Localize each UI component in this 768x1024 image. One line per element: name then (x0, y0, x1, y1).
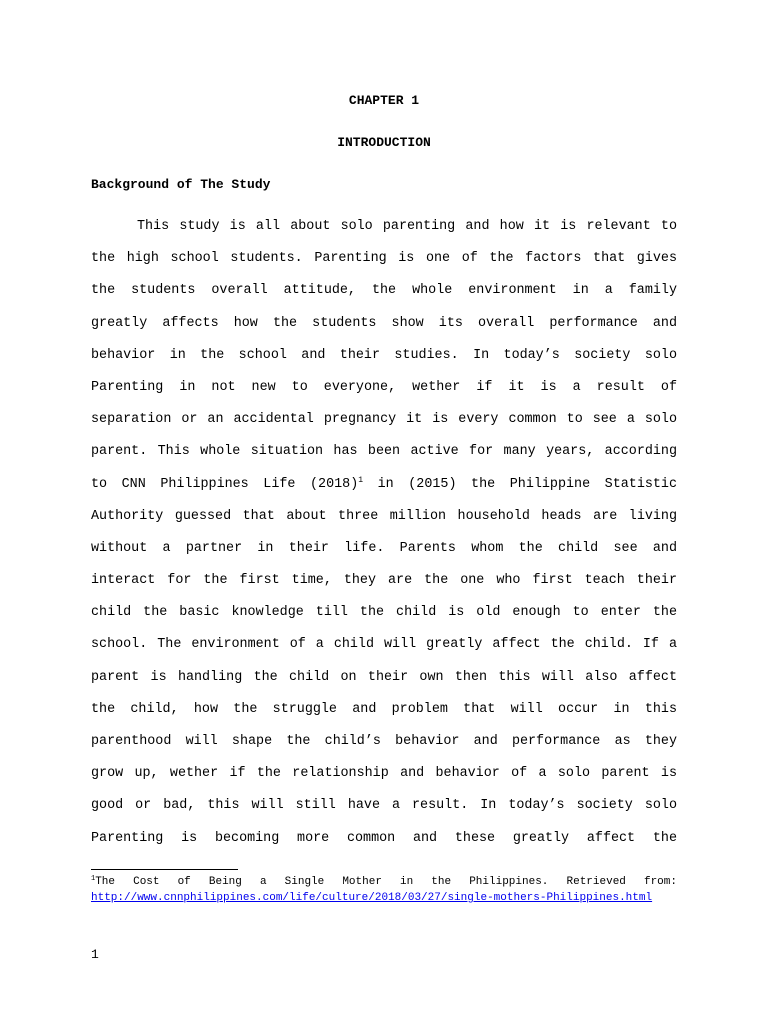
paragraph-line: good or bad, this will still have a result. In today’s society solo (91, 798, 677, 814)
paragraph-line: child the basic knowledge till the child is old enough to enter the (91, 605, 677, 621)
footnote (91, 874, 677, 906)
paragraph-line-part: in (2015) the Philippine Statistic (363, 476, 677, 492)
footnote-separator (91, 869, 238, 870)
footnote-text: The Cost of Being a Single Mother in the Philippines. Retrieved from: (95, 876, 677, 888)
paragraph-line: Authority guessed that about three million household heads are living (91, 508, 677, 524)
section-title: INTRODUCTION (337, 135, 431, 150)
paragraph-line-with-footnote (91, 469, 677, 501)
paragraph-line: school. The environment of a child will greatly affect the child. If a (91, 637, 677, 653)
paragraph-line: Parenting is becoming more common and these greatly affect the (91, 830, 677, 846)
paragraph-line: the students overall attitude, the whole environment in a family (91, 283, 677, 299)
body-paragraph (91, 211, 677, 855)
paragraph-line: the high school students. Parenting is one of the factors that gives (91, 251, 677, 267)
paragraph-line: greatly affects how the students show its overall performance and (91, 315, 677, 331)
paragraph-line: separation or an accidental pregnancy it is every common to see a solo (91, 412, 677, 428)
subsection-heading: Background of The Study (91, 177, 271, 192)
paragraph-line-part: to CNN Philippines Life (2018) (91, 476, 359, 492)
page-number: 1 (91, 947, 99, 962)
paragraph-line: parent is handling the child on their own then this will also affect (91, 669, 677, 685)
paragraph-line: Parenting in not new to everyone, wether if it is a result of (91, 379, 677, 395)
paragraph-line: without a partner in their life. Parents whom the child see and (91, 540, 677, 556)
footnote-link[interactable]: http://www.cnnphilippines.com/life/culture/2018/03/27/single-mothers-Philippines.html (91, 892, 653, 904)
paragraph-line: parent. This whole situation has been active for many years, according (91, 444, 677, 460)
chapter-title: CHAPTER 1 (348, 93, 420, 108)
footnote-reference: 1 (358, 475, 364, 485)
footnote-text-line (91, 874, 677, 890)
paragraph-line: grow up, wether if the relationship and behavior of a solo parent is (91, 766, 677, 782)
footnote-marker: 1 (91, 875, 96, 883)
paragraph-line: behavior in the school and their studies. In today’s society solo (91, 347, 677, 363)
paragraph-line: interact for the first time, they are the one who first teach their (91, 573, 677, 589)
paragraph-line: parenthood will shape the child’s behavior and performance as they (91, 734, 677, 749)
paragraph-line: This study is all about solo parenting and how it is relevant to (137, 219, 677, 234)
paragraph-line: the child, how the struggle and problem that will occur in this (91, 701, 677, 717)
